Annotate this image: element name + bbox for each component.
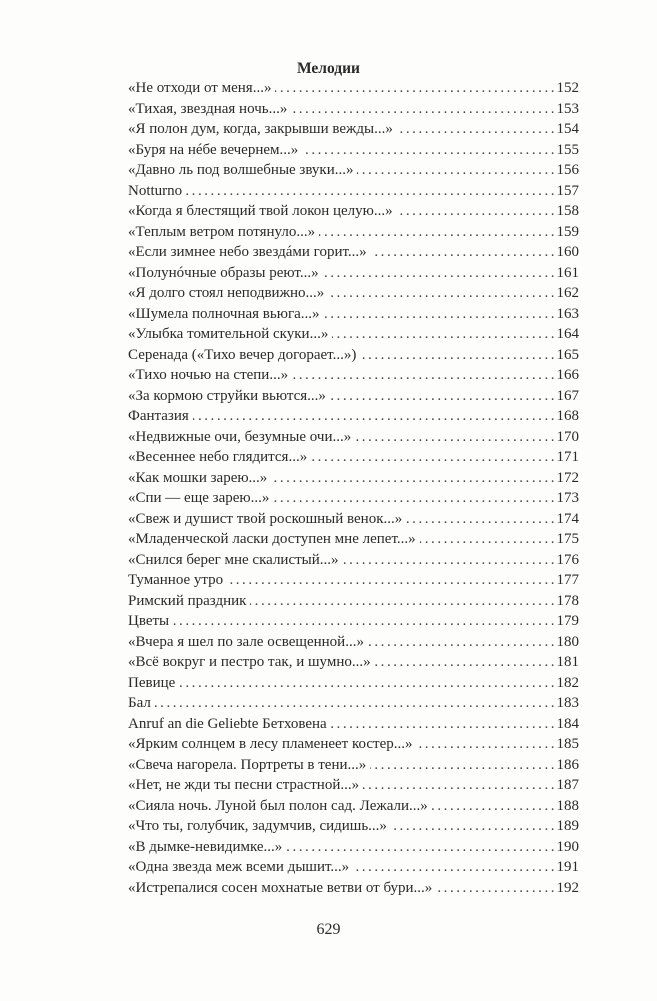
- entry-page: 154: [556, 121, 579, 137]
- entry-page: 189: [556, 818, 579, 834]
- toc-entry[interactable]: [128, 550, 579, 571]
- entry-page: 164: [556, 326, 579, 342]
- toc-entry[interactable]: [128, 673, 579, 694]
- entry-page: 173: [556, 490, 579, 506]
- entry-title: «Не отходи от меня...»: [128, 80, 272, 96]
- toc-entry[interactable]: [128, 734, 579, 755]
- leader-dots: [250, 591, 554, 612]
- toc-entry[interactable]: [128, 693, 579, 714]
- toc-entry[interactable]: [128, 796, 579, 817]
- section-title: Мелодии: [296, 60, 360, 77]
- leader-dots: [311, 447, 554, 468]
- entry-page: 167: [556, 387, 579, 404]
- entry-page: 155: [556, 141, 579, 158]
- toc-entry[interactable]: [128, 714, 579, 735]
- leader-dots: [271, 468, 554, 489]
- entry-title: «Вчера я шел по зале освещенной...»: [128, 633, 364, 650]
- leader-dots: [324, 304, 555, 325]
- entry-page: 181: [556, 654, 579, 670]
- toc-entry[interactable]: [128, 857, 579, 878]
- entry-page: 153: [556, 100, 579, 117]
- entry-page: 158: [556, 203, 579, 219]
- leader-dots: [420, 529, 555, 550]
- leader-dots: [179, 673, 554, 694]
- leader-dots: [397, 201, 555, 222]
- leader-dots: [368, 632, 555, 653]
- page-number: 629: [316, 921, 341, 938]
- entry-title: «За кормою струйки вьются...»: [128, 387, 326, 404]
- entry-title: «Тихо ночью на степи...»: [128, 367, 289, 383]
- toc-entry[interactable]: [128, 509, 579, 530]
- entry-page: 157: [556, 182, 579, 199]
- leader-dots: [397, 119, 555, 140]
- entry-title: Anruf an die Geliebte Бетховена: [128, 715, 327, 732]
- entry-page: 162: [556, 285, 579, 301]
- leader-dots: [291, 99, 554, 120]
- entry-title: «Улыбка томительной скуки...»: [128, 326, 329, 342]
- entry-title: «Тихая, звездная ночь...»: [128, 100, 288, 117]
- table-of-contents: [128, 78, 579, 898]
- toc-entry[interactable]: [128, 160, 579, 181]
- toc-entry[interactable]: [128, 878, 579, 899]
- leader-dots: [193, 406, 555, 427]
- toc-entry[interactable]: [128, 570, 579, 591]
- entry-title: «Полунóчные образы реют...»: [128, 264, 319, 281]
- entry-page: 161: [556, 264, 579, 281]
- entry-title: «Как мошки зарею...»: [128, 469, 268, 486]
- toc-entry[interactable]: [128, 591, 579, 612]
- entry-title: Notturno: [128, 182, 183, 199]
- toc-entry[interactable]: [128, 283, 579, 304]
- entry-page: 166: [556, 367, 579, 383]
- leader-dots: [286, 837, 554, 858]
- entry-title: «Сияла ночь. Луной был полон сад. Лежали...»: [128, 797, 428, 814]
- toc-entry[interactable]: [128, 632, 579, 653]
- entry-title: «Одна звезда меж всеми дышит...»: [128, 859, 350, 875]
- toc-entry[interactable]: [128, 427, 579, 448]
- entry-title: «Снился берег мне скалистый...»: [128, 551, 339, 568]
- entry-title: «Младенческой ласки доступен мне лепет...»: [128, 531, 416, 547]
- toc-entry[interactable]: [128, 222, 579, 243]
- entry-page: 187: [556, 777, 579, 793]
- toc-entry[interactable]: [128, 406, 579, 427]
- entry-page: 175: [556, 531, 579, 547]
- entry-page: 159: [556, 223, 579, 240]
- entry-title: Римский праздник: [128, 592, 247, 609]
- entry-page: 174: [556, 510, 579, 527]
- leader-dots: [391, 816, 555, 837]
- entry-page: 177: [556, 572, 579, 588]
- entry-page: 191: [556, 859, 579, 875]
- leader-dots: [432, 796, 555, 817]
- entry-title: Певице: [128, 674, 176, 691]
- toc-entry[interactable]: [128, 611, 579, 632]
- entry-title: «Свеж и душист твой роскошный венок...»: [128, 510, 403, 527]
- entry-page: 190: [556, 838, 579, 855]
- entry-page: 152: [556, 80, 579, 96]
- leader-dots: [370, 755, 554, 776]
- toc-entry[interactable]: [128, 529, 579, 550]
- leader-dots: [328, 283, 554, 304]
- leader-dots: [371, 242, 555, 263]
- entry-title: «Когда я блестящий твой локон целую...»: [128, 203, 393, 219]
- entry-page: 156: [556, 162, 579, 178]
- leader-dots: [360, 345, 554, 366]
- toc-entry[interactable]: [128, 365, 579, 386]
- toc-entry[interactable]: [128, 386, 579, 407]
- toc-entry[interactable]: [128, 242, 579, 263]
- leader-dots: [227, 570, 554, 591]
- entry-page: 168: [556, 408, 579, 424]
- entry-title: «Что ты, голубчик, задумчив, сидишь...»: [128, 818, 387, 834]
- leader-dots: [186, 181, 554, 202]
- leader-dots: [273, 488, 554, 509]
- leader-dots: [323, 263, 555, 284]
- entry-title: «Буря на нéбе вечернем...»: [128, 141, 299, 158]
- toc-entry[interactable]: [128, 447, 579, 468]
- toc-entry[interactable]: [128, 99, 579, 120]
- entry-page: 179: [556, 613, 579, 629]
- entry-title: «Нет, не жди ты песни страстной...»: [128, 777, 360, 793]
- toc-entry[interactable]: [128, 304, 579, 325]
- entry-page: 178: [556, 592, 579, 609]
- leader-dots: [406, 509, 554, 530]
- entry-page: 188: [556, 797, 579, 814]
- entry-title: «Шумела полночная вьюга...»: [128, 305, 320, 322]
- entry-page: 183: [556, 695, 579, 711]
- leader-dots: [355, 427, 554, 448]
- entry-page: 185: [556, 736, 579, 752]
- entry-page: 182: [556, 674, 579, 691]
- entry-page: 170: [556, 428, 579, 445]
- leader-dots: [375, 652, 555, 673]
- toc-entry[interactable]: [128, 488, 579, 509]
- leader-dots: [332, 324, 554, 345]
- entry-title: Бал: [128, 695, 151, 711]
- entry-page: 176: [556, 551, 579, 568]
- toc-entry[interactable]: [128, 837, 579, 858]
- entry-page: 172: [556, 469, 579, 486]
- entry-page: 184: [556, 715, 579, 732]
- entry-title: Серенада («Тихо вечер догорает...»): [128, 346, 357, 363]
- toc-entry[interactable]: [128, 78, 579, 99]
- entry-page: 180: [556, 633, 579, 650]
- entry-title: «Ярким солнцем в лесу пламенеет костер...»: [128, 736, 413, 752]
- entry-page: 186: [556, 756, 579, 773]
- toc-entry[interactable]: [128, 816, 579, 837]
- leader-dots: [302, 140, 554, 161]
- entry-title: «Я полон дум, когда, закрывши вежды...»: [128, 121, 393, 137]
- entry-page: 163: [556, 305, 579, 322]
- entry-title: «Недвижные очи, безумные очи...»: [128, 428, 352, 445]
- leader-dots: [173, 611, 554, 632]
- leader-dots: [417, 734, 555, 755]
- entry-page: 192: [556, 879, 579, 896]
- entry-title: Туманное утро: [128, 572, 224, 588]
- leader-dots: [436, 878, 554, 899]
- leader-dots: [275, 78, 554, 99]
- entry-title: «Я долго стоял неподвижно...»: [128, 285, 325, 301]
- leader-dots: [330, 386, 555, 407]
- entry-title: «Теплым ветром потянуло...»: [128, 223, 316, 240]
- entry-title: Фантазия: [128, 408, 189, 424]
- toc-entry[interactable]: [128, 345, 579, 366]
- entry-page: 165: [556, 346, 579, 363]
- leader-dots: [343, 550, 555, 571]
- toc-entry[interactable]: [128, 755, 579, 776]
- entry-title: «Если зимнее небо звездáми горит...»: [128, 244, 367, 260]
- leader-dots: [319, 222, 554, 243]
- leader-dots: [155, 693, 555, 714]
- entry-title: «Давно ль под волшебные звуки...»: [128, 162, 354, 178]
- entry-title: «Всё вокруг и пестро так, и шумно...»: [128, 654, 371, 670]
- entry-title: «Истрепалися сосен мохнатые ветви от бури...»: [128, 879, 433, 896]
- entry-title: «Весеннее небо глядится...»: [128, 449, 308, 465]
- toc-entry[interactable]: [128, 181, 579, 202]
- entry-title: «Свеча нагорела. Портреты в тени...»: [128, 756, 367, 773]
- leader-dots: [292, 365, 554, 386]
- toc-entry[interactable]: [128, 652, 579, 673]
- entry-title: Цветы: [128, 613, 170, 629]
- toc-entry[interactable]: [128, 140, 579, 161]
- entry-page: 160: [556, 244, 579, 260]
- leader-dots: [363, 775, 554, 796]
- toc-entry[interactable]: [128, 775, 579, 796]
- entry-title: «Спи — еще зарею...»: [128, 490, 270, 506]
- toc-entry[interactable]: [128, 201, 579, 222]
- leader-dots: [357, 160, 554, 181]
- toc-entry[interactable]: [128, 468, 579, 489]
- leader-dots: [331, 714, 555, 735]
- entry-title: «В дымке-невидимке...»: [128, 838, 283, 855]
- leader-dots: [353, 857, 554, 878]
- toc-entry[interactable]: [128, 119, 579, 140]
- toc-entry[interactable]: [128, 263, 579, 284]
- toc-entry[interactable]: [128, 324, 579, 345]
- entry-page: 171: [556, 449, 579, 465]
